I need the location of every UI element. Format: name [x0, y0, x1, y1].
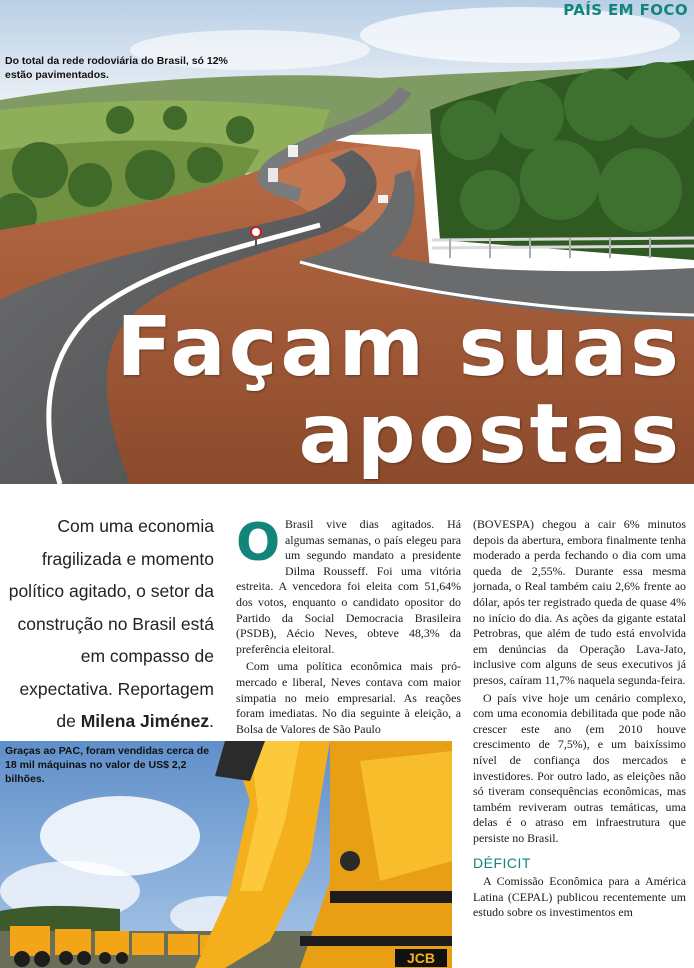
jcb-brand-label: JCB — [406, 950, 436, 966]
paragraph-2: Com uma política econômica mais pró-mercado e liberal, Neves contava com maior simpatia no meio empresarial. As reações foram imediatas. No dia seguinte à eleição, a Bolsa de Valores de São Paulo — [236, 659, 461, 736]
hero-photo-caption: Do total da rede rodoviária do Brasil, só 12% estão pavimentados. — [5, 55, 228, 81]
paragraph-4: O país vive hoje um cenário complexo, com uma economia debilitada que pode não crescer este ano (em 2010 houve crescimento de 7,5%), e um baixíssimo nível de confiança dos mercados e investidores. Por outro lado, as eleições não só tiveram consequências econômicas, mas também reviveram outras temáticas, uma delas é o atraso em infraestrutura que persiste no Brasil. — [473, 690, 686, 845]
author-name: Milena Jiménez — [80, 711, 210, 731]
standfirst-end: . — [209, 711, 214, 731]
standfirst-text: Com uma economia fragilizada e momento político agitado, o setor da construção no Brasil está em compasso de expectativa. Reportagem de — [8, 516, 214, 731]
subhead-deficit: DÉFICIT — [473, 855, 531, 872]
paragraph-1 — [236, 513, 461, 657]
paragraph-1-text: Brasil vive dias agitados. Há algumas semanas, o país elegeu para um segundo mandato a presidente Dilma Rousseff. Foi uma vitória estreita. A vencedora foi eleita com 51,64% dos votos, enquanto o candidato opositor do Partido da Social Democracia Brasileira (PSDB), Aécio Neves, obteve 48,3% da preferência eleitoral. — [236, 517, 461, 656]
paragraph-3: (BOVESPA) chegou a cair 6% minutos depois da abertura, embora finalmente tenha moderado a perda fechando o dia com uma queda de 2,55%. Durante essa mesma jornada, o Real também caiu 2,6% frente ao dólar, após ter registrado queda de quase 4% no início do dia. As ações da gigante estatal Petrobras, que além de tudo está envolvida em denúncias da Operação Lava-Jato, inclusive com alguns de seus executivos já presos, caíram 11,7% naquela segunda-feira. — [473, 517, 686, 687]
headline — [116, 300, 682, 482]
headline-line-1: Façam suas — [116, 300, 682, 395]
article-column-2 — [473, 517, 686, 923]
machinery-photo-caption: Graças ao PAC, foram vendidas cerca de 18 mil máquinas no valor de US$ 2,2 bilhões. — [5, 745, 210, 785]
paragraph-5: A Comissão Econômica para a América Latina (CEPAL) publicou recentemente um estudo sobre os investimentos em — [473, 874, 686, 920]
article-column-1 — [236, 513, 461, 739]
standfirst — [6, 510, 214, 738]
drop-cap: O — [236, 513, 281, 573]
headline-line-2: apostas — [298, 387, 682, 482]
section-tag: PAÍS EM FOCO — [563, 1, 688, 19]
